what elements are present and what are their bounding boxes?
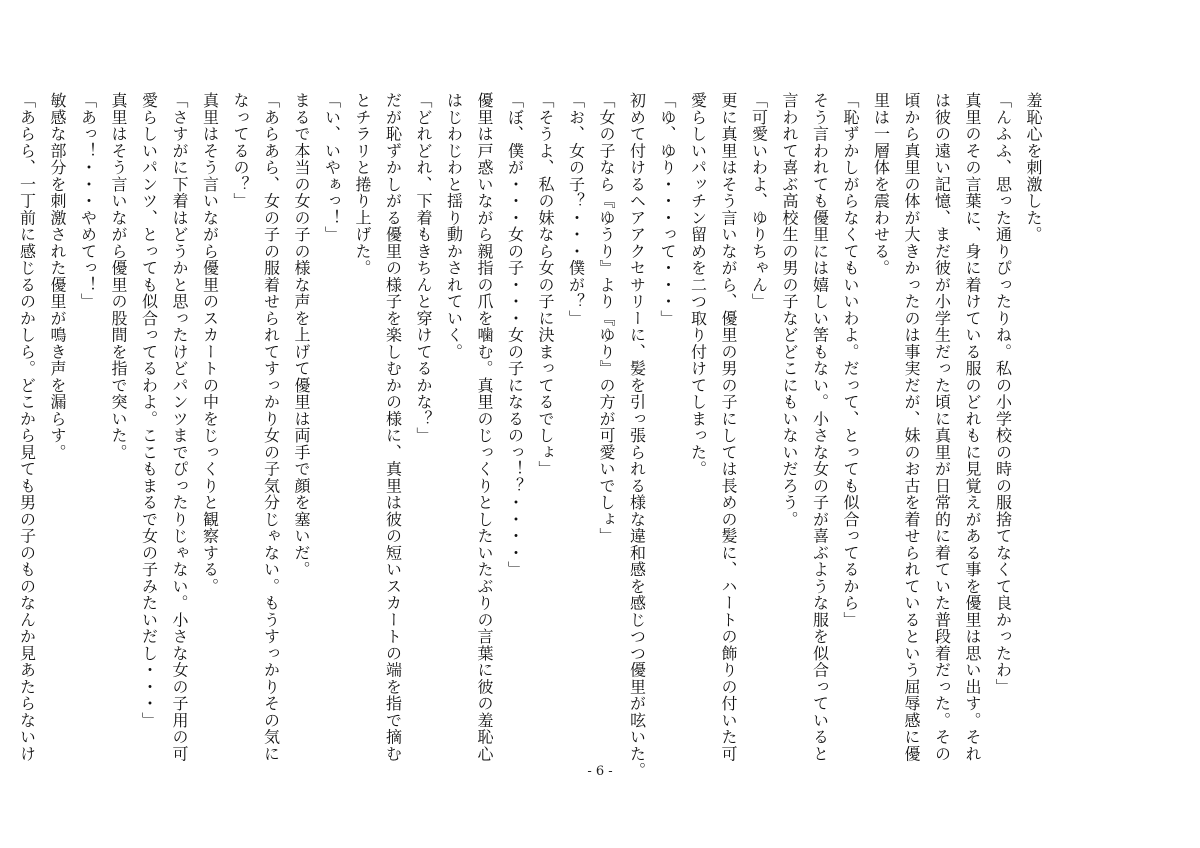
vertical-text-body [17,92,1048,779]
text-line: そう言われても優里には嬉しい筈もない。小さな女の子が喜ぶような服を似合っていると [810,92,830,762]
text-line: は彼の遠い記憶、まだ彼が小学生だった頃に真里が日常的に着ていた普段着だった。その [932,92,952,762]
text-line: 「お、女の子？・・・僕が？」 [566,92,586,327]
text-line: 「んふふ、思った通りぴったりね。私の小学校の時の服捨てなくて良かったわ」 [993,92,1013,695]
text-line: 頃から真里の体が大きかったのは事実だが、妹のお古を着せられているという屈辱感に優 [902,92,921,762]
text-line: 「そうよ、私の妹なら女の子に決まってるでしょ」 [536,92,555,478]
text-line: 「あらら、一丁前に感じるのかしら。どこから見ても男の子のものなんか見あたらないけ [17,92,37,762]
text-line: 「どれどれ、下着もきちんと穿けてるかな？」 [414,92,433,444]
text-line: なってるの？」 [231,92,250,210]
text-line: 優里は戸惑いながら親指の爪を噛む。真里のじっくりとしたいたぶりの言葉に彼の羞恥心 [475,92,494,762]
text-line: 敏感な部分を刺激された優里が鳴き声を漏らす。 [48,92,67,461]
text-line: 「さすがに下着はどうかと思ったけどパンツまでぴったりじゃない。小さな女の子用の可 [170,92,189,762]
text-line: 羞恥心を刺激した。 [1024,92,1043,243]
text-line: 「女の子なら『ゆうり』より『ゆり』の方が可愛いでしょ」 [597,92,616,545]
text-line: 「ぼ、僕が・・・女の子・・・女の子になるのっ！？・・・・」 [505,92,525,578]
text-line: 「可愛いわよ、ゆりちゃん」 [749,92,769,310]
page-number: - 6 - [587,764,613,779]
text-line: 更に真里はそう言いながら、優里の男の子にしては長めの髪に、ハートの飾りの付いた可 [719,92,738,762]
text-line: 「恥ずかしがらなくてもいいわよ。だって、とっても似合ってるから」 [841,92,860,628]
text-line: 「あっ！・・・やめてっ！」 [78,92,98,310]
text-line: 愛らしいパンツ、とっても似合ってるわよ。ここもまるで女の子みたいだし・・・」 [139,92,159,729]
text-line: だが恥ずかしがる優里の様子を楽しむかの様に、真里は彼の短いスカートの端を指で摘む [383,92,403,762]
text-line: とチラリと捲り上げた。 [353,92,372,277]
text-line: 真里のその言葉に、身に着けている服のどれもに見覚えがある事を優里は思い出す。それ [963,92,982,762]
text-line: 愛らしいパッチン留めを二つ取り付けてしまった。 [688,92,708,478]
text-line: 初めて付けるヘアアクセサリーに、髪を引っ張られる様な違和感を感じつつ優里が呟いた。 [627,92,647,779]
text-line: 「ゆ、ゆり・・・って・・・」 [658,92,677,327]
text-line: 「い、いやぁっ！」 [322,92,342,243]
text-line: はじわじわと揺り動かされていく。 [444,92,464,360]
text-line: 真里はそう言いながら優里の股間を指で突いた。 [109,92,128,461]
text-line: 里は一層体を震わせる。 [871,92,891,277]
text-line: 真里はそう言いながら優里のスカートの中をじっくりと観察する。 [200,92,220,595]
text-line: まるで本当の女の子の様な声を上げて優里は両手で顔を塞いだ。 [292,92,311,578]
text-line: 言われて喜ぶ高校生の男の子などどこにもいないだろう。 [780,92,799,528]
text-line: 「あらあら、女の子の服着せられてすっかり女の子気分じゃない。もうすっかりその気に [261,92,281,762]
